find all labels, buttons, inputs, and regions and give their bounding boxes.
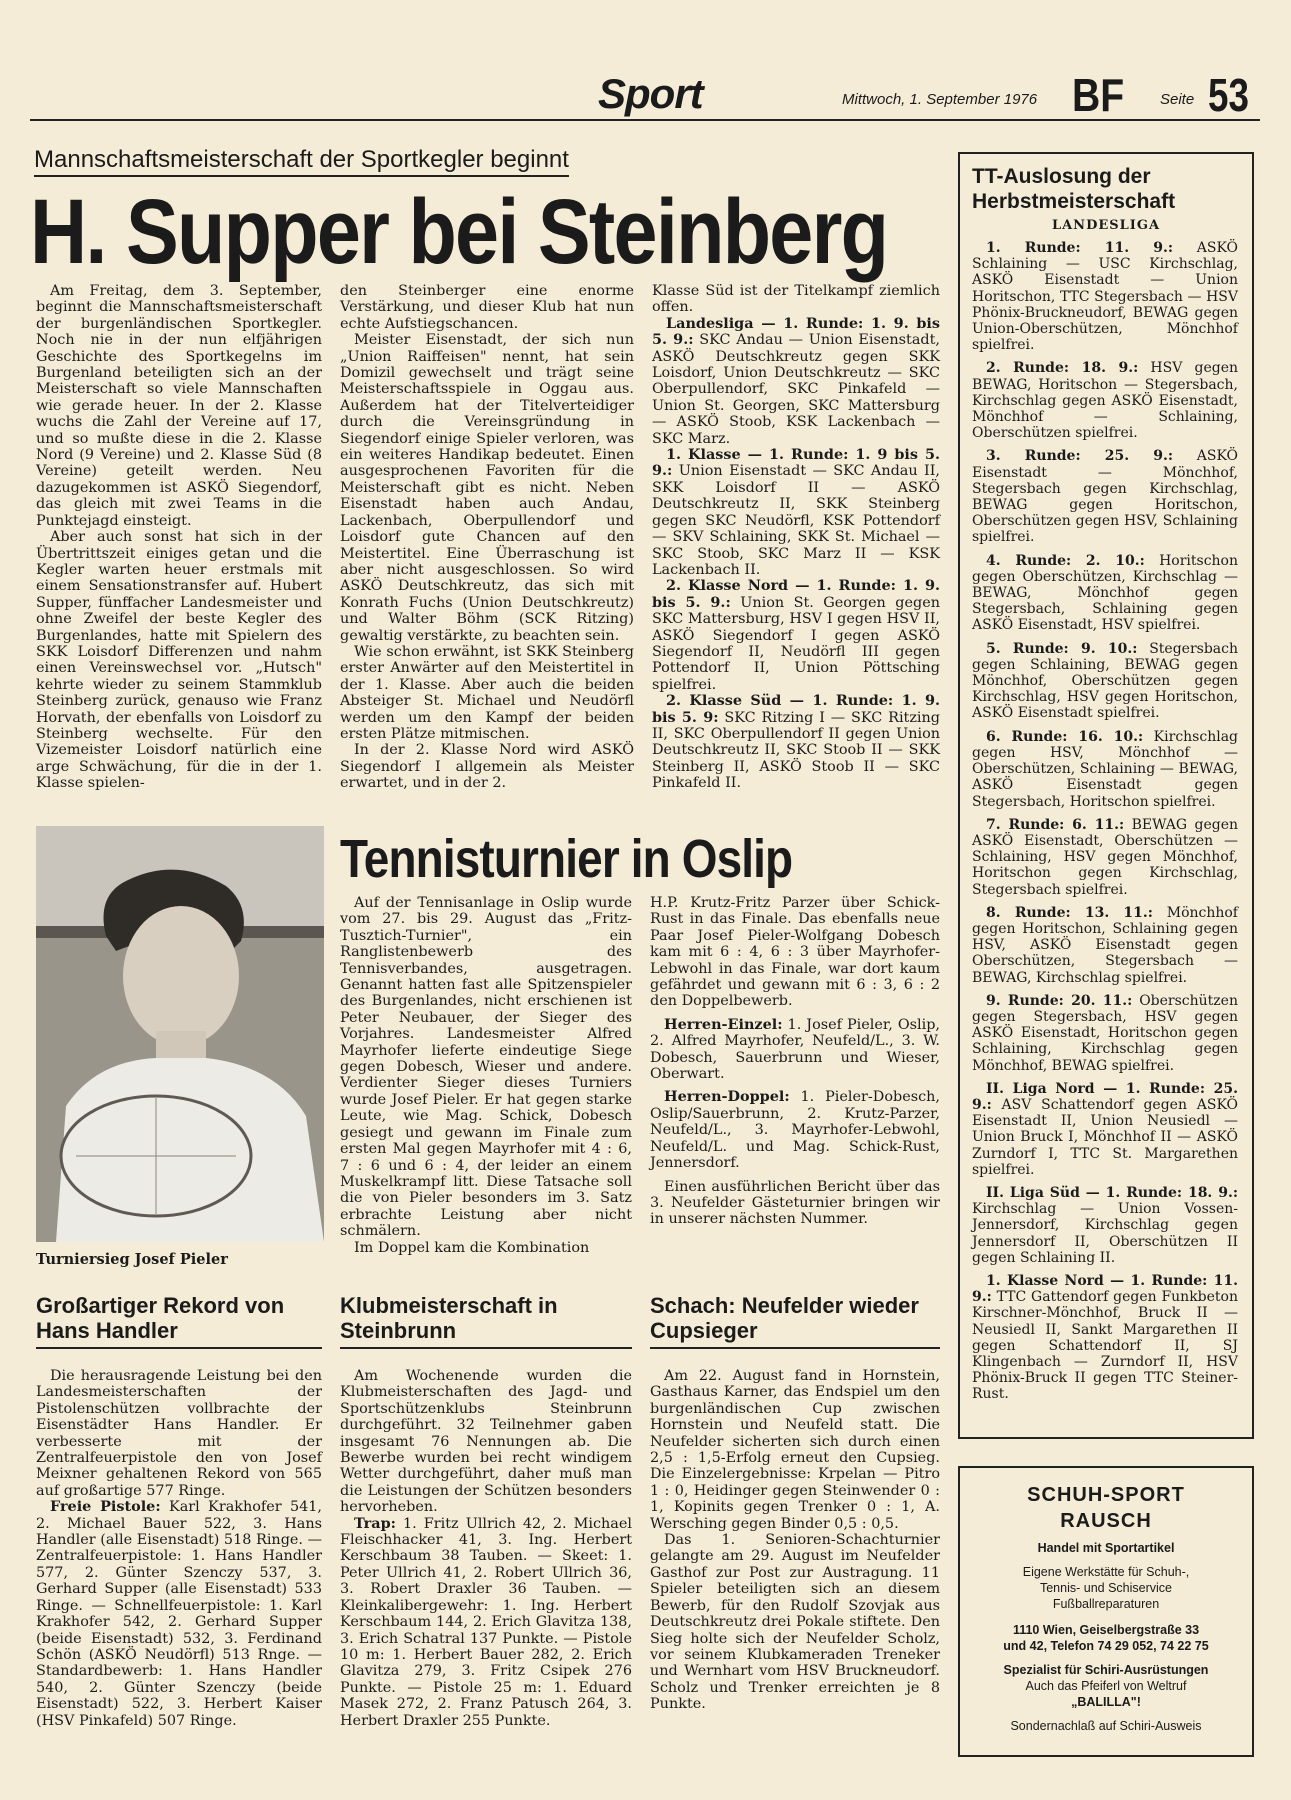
ad-line: 1110 Wien, Geiselbergstraße 33 [1012, 1623, 1200, 1637]
ad-line: Spezialist für Schiri-Ausrüstungen [1003, 1663, 1209, 1677]
handler-rule [36, 1347, 322, 1349]
page-label: Seite [1160, 91, 1195, 108]
main-kicker: Mannschaftsmeisterschaft der Sportkegler beginnt [34, 146, 569, 177]
paragraph: Herren-Einzel: 1. Josef Pieler, Oslip, 2. Alfred Mayrhofer, Neufeld/L., 3. W. Dobesch, Sauerbrunn und Wieser, Oberwart. [650, 1015, 940, 1083]
round-item: 5. Runde: 9. 10.: Stegersbach gegen Schlaining, BEWAG gegen Mönchhof, Oberschützen gegen Kirchschlag, HSV gegen Horitschon, ASKÖ Eisenstadt spielfrei. [972, 640, 1238, 722]
ad-title-1: SCHUH-SPORT [1027, 1484, 1185, 1506]
round-item: 4. Runde: 2. 10.: Horitschon gegen Oberschützen, Kirchschlag — BEWAG, Mönchhof gegen Stegersbach, Schlaining gegen ASKÖ Eisenstadt, HSV spielfrei. [972, 552, 1238, 634]
dateline: Mittwoch, 1. September 1976 [842, 91, 1038, 108]
advertisement-schuh-sport [958, 1466, 1254, 1757]
paragraph: Wie schon erwähnt, ist SKK Steinberg erster Anwärter auf den Meistertitel in der 1. Klasse. Aber auch die beiden Absteiger St. Michael und Neudörfl werden um den Kampf der beiden ersten Plätze mitmischen. [340, 643, 634, 742]
paragraph: Landesliga — 1. Runde: 1. 9. bis 5. 9.: SKC Andau — Union Eisenstadt, ASKÖ Deutschkreutz gegen SKK Loisdorf, Union Deutschkreutz — SKC Oberpullendorf, SKC Pinkafeld — Union St. Georgen, SKC Mattersburg — ASKÖ Stoob, KSK Lackenbach — SKC Marz. [652, 314, 940, 447]
player-photo-illustration [36, 826, 324, 1242]
paragraph: 2. Klasse Süd — 1. Runde: 1. 9. bis 5. 9: SKC Ritzing I — SKC Ritzing II, SKC Oberpullendorf II gegen Union Deutschkreutz II, SKC Stoob II — SKK Steinberg II, ASKÖ Stoob II — SKC Pinkafeld II. [652, 692, 940, 792]
sidebar-rounds [972, 240, 1238, 1403]
schach-rule [650, 1347, 940, 1349]
paragraph: Meister Eisenstadt, der sich nun „Union Raiffeisen" nennt, hat sein Domizil gewechselt und trägt seine Meisterschaftsspiele in Oggau aus. Außerdem hat der Titelverteidiger durch die Vereinsgründung in Siegendorf einige Spieler verloren, was ein weiteres Handikap bedeutet. Einen ausgesprochenen Favoriten für die Meisterschaft gibt es nicht. Neben Eisenstadt haben auch Andau, Lackenbach, Oberpullendorf und Loisdorf gute Chancen auf den Meistertitel. Eine Überraschung ist aber nicht ausgeschlossen. So wird ASKÖ Deutschkreutz, das sich mit Konrath Fuchs (Union Deutschkreutz) und Walter Böhm (SCK Ritzing) gewaltig verstärkte, zu beachten sein. [340, 332, 634, 644]
sidebar-title: TT-Auslosung der Herbstmeisterschaft [972, 165, 1176, 213]
section-label: Sport [598, 70, 703, 117]
paragraph: 1. Klasse — 1. Runde: 1. 9 bis 5. 9.: Union Eisenstadt — SKC Andau II, SKK Loisdorf II — ASKÖ Deutschkreutz II, SKK Steinberg gegen SKC Neudörfl, KSK Pottendorf — SKV Schlaining, SKK St. Michael — SKC Stoob, SKC Marz II — KSK Lackenbach II. [652, 446, 940, 578]
round-item: 7. Runde: 6. 11.: BEWAG gegen ASKÖ Eisenstadt, Oberschützen — Schlaining, HSV gegen Mönchhof, Horitschon gegen Kirchschlag, Stegersbach spielfrei. [972, 816, 1239, 898]
round-item: II. Liga Nord — 1. Runde: 25. 9.: ASV Schattendorf gegen ASKÖ Eisenstadt II, Union Neusiedl — Union Bruck I, Mönchhof II — ASKÖ Zurndorf I, TTC St. Margarethen spielfrei. [972, 1080, 1238, 1178]
paragraph: Die herausragende Leistung bei den Landesmeisterschaften der Pistolenschützen vollbrachte der Eisenstädter Hans Handler. Er verbesserte mit der Zentralfeuerpistole den von Josef Meixner gehaltenen Rekord von 565 auf großartige 577 Ringe. [36, 1368, 322, 1499]
paragraph: Auf der Tennisanlage in Oslip wurde vom 27. bis 29. August das „Fritz-Tusztich-Turnier", ein Ranglistenbewerb des Tennisverbandes, ausgetragen. Genannt hatten fast alle Spitzenspieler des Burgenlandes, nicht erschienen ist Peter Neubauer, der Sieger des Vorjahres. Landesmeister Alfred Mayrhofer lieferte eindeutige Siege gegen Dobesch, Wieser und andere. Verdienter Sieger dieses Turniers wurde Josef Pieler. Er hat gegen starke Leute, wie Mag. Schick, Dobesch gesiegt und gewann im Finale zum ersten Mal gegen Mayrhofer mit 4 : 6, 7 : 6 und 6 : 4, der leider an einem Muskelkrampf litt. Diese Tatsache soll die von Pieler besonders im 3. Satz erbrachte Leistung aber nicht schmälern. [340, 895, 632, 1240]
ad-line: Auch das Pfeiferl von Weltruf [1025, 1679, 1187, 1693]
main-column-3 [652, 283, 940, 792]
ad-line: Sondernachlaß auf Schiri-Ausweis [1010, 1719, 1202, 1733]
ad-line: Handel mit Sportartikel [1037, 1541, 1175, 1555]
round-item: 1. Klasse Nord — 1. Runde: 11. 9.: TTC Gattendorf gegen Funkbeton Kirschner-Mönchhof, Bruck II — Neusiedl II, Sankt Margarethen II gegen Schattendorf II, SJ Klingenbach — Zurndorf II, HSV Phönix-Bruck II gegen TTC Steiner-Rust. [972, 1272, 1238, 1403]
page-number: 53 [1208, 69, 1249, 121]
klub-rule [340, 1347, 632, 1349]
paragraph: den Steinberger eine enorme Verstärkung, und dieser Klub hat nun echte Aufstiegschancen. [340, 283, 634, 332]
paragraph: Am Freitag, dem 3. September, beginnt die Mannschaftsmeisterschaft der burgenländischen Sportkegler. Noch nie in der nun elfjährigen Geschichte des Sportkegelns im Burgenland beteiligten sich an der Meisterschaft so viele Mannschaften wie gerade heuer. In der 2. Klasse wuchs die Zahl der Vereine auf 17, und so mußte diese in die 2. Klasse Nord (9 Vereine) und 2. Klasse Süd (8 Vereine) geteilt werden. Neu dazugekommen ist ASKÖ Siegendorf, das gleich mit zwei Teams in die Punktejagd einsteigt. [36, 283, 322, 529]
ad-line: und 42, Telefon 74 29 052, 74 22 75 [1003, 1639, 1209, 1653]
ad-line: „BALILLA"! [1071, 1695, 1141, 1709]
round-item: 8. Runde: 13. 11.: Mönchhof gegen Horitschon, Schlaining gegen HSV, ASKÖ Eisenstadt gegen Oberschützen, Stegersbach — BEWAG, Kirchschlag spielfrei. [972, 904, 1238, 986]
header-rule [30, 119, 1260, 121]
tennis-column-1 [340, 895, 632, 1256]
round-item: 6. Runde: 16. 10.: Kirchschlag gegen HSV, Mönchhof — Oberschützen, Schlaining — BEWAG, ASKÖ Eisenstadt gegen Stegersbach, Horitschon spielfrei. [972, 728, 1238, 810]
ad-line: Tennis- und Schiservice [1039, 1581, 1172, 1595]
paragraph: Im Doppel kam die Kombination [354, 1239, 590, 1256]
schach-headline: Schach: Neufelder wieder Cupsieger [650, 1293, 919, 1343]
handler-column [36, 1368, 322, 1729]
main-column-2 [340, 283, 634, 792]
paragraph: Am 22. August fand in Hornstein, Gasthaus Karner, das Endspiel um den burgenländischen Cup zwischen Hornstein und Neufeld statt. Die Neufelder sicherten sich durch einen 2,5 : 1,5-Erfolg erneut den Cupsieg. Die Einzelergebnisse: Krpelan — Pitro 1 : 0, Heidinger gegen Steinwender 0 : 1, Kopinits gegen Trenker 0 : 1, A. Wersching gegen Binder 0,5 : 0,5. [650, 1368, 940, 1532]
tennis-column-2 [650, 895, 940, 1228]
ad-title-2: RAUSCH [1060, 1510, 1152, 1532]
paragraph: Herren-Doppel: 1. Pieler-Dobesch, Oslip/Sauerbrunn, 2. Krutz-Parzer, Neufeld/L., 3. Mayrhofer-Lebwohl, Neufeld/L. und Mag. Schick-Rust, Jennersdorf. [650, 1088, 940, 1172]
paragraph: In der 2. Klasse Nord wird ASKÖ Siegendorf I allgemein als Meister erwartet, und in der 2. [340, 742, 634, 792]
round-item: 3. Runde: 25. 9.: ASKÖ Eisenstadt — Mönchhof, Stegersbach gegen Kirchschlag, BEWAG gegen Horitschon, Oberschützen gegen HSV, Schlaining spielfrei. [972, 448, 1239, 546]
paragraph: Einen ausführlichen Bericht über das 3. Neufelder Gästeturnier bringen wir in unserer nächsten Nummer. [650, 1178, 940, 1228]
paragraph: Trap: 1. Fritz Ullrich 42, 2. Michael Fleischhacker 41, 3. Ing. Herbert Kerschbaum 38 Tauben. — Skeet: 1. Peter Ullrich 41, 2. Robert Ullrich 36, 3. Robert Draxler 36 Tauben. — Kleinkalibergewehr: 1. Ing. Herbert Kerschbaum 144, 2. Erich Glavitza 138, 3. Erich Schatral 137 Punkte. — Pistole 10 m: 1. Herbert Bauer 282, 2. Erich Glavitza 279, 3. Fritz Csipek 276 Punkte. — Pistole 25 m: 1. Eduard Masek 272, 2. Franz Patusch 264, 3. Herbert Draxler 255 Punkte. [340, 1514, 632, 1729]
tt-sidebar [958, 152, 1254, 1439]
paragraph: Aber auch sonst hat sich in der Übertrittszeit einiges getan und die Kegler warten heuer erstmals mit einem Sensationstransfer auf. Hubert Supper, fünffacher Landesmeister und ohne Zweifel der beste Kegler des Burgenlandes, hatte mit Spielern des SKK Loisdorf Differenzen und nahm einen Vereinswechsel vor. „Hutsch" kehrte wieder zu seinem Stammklub Steinberg zurück, genauso wie Franz Horvath, der ebenfalls von Loisdorf zu Steinberg wechselte. Für den Vizemeister Loisdorf natürlich eine arge Schwächung, für die in der 1. Klasse spielen- [36, 529, 322, 792]
ad-line: Fußballreparaturen [1052, 1597, 1160, 1611]
paragraph: H.P. Krutz-Fritz Parzer über Schick-Rust in das Finale. Das ebenfalls neue Paar Josef Pieler-Wolfgang Dobesch kam mit 6 : 4, 6 : 3 über Mayrhofer-Lebwohl in das Finale, war dort kaum gefährdet und gewann mit 6 : 3, 6 : 2 den Doppelbewerb. [650, 895, 940, 1010]
photo-caption: Turniersieg Josef Pieler [36, 1251, 228, 1268]
photo-josef-pieler [36, 826, 324, 1242]
paragraph: Das 1. Senioren-Schachturnier gelangte am 29. August im Neufelder Gasthof zur Post zur Austragung. 11 Spieler beteiligten sich an diesem Bewerb, für den Rudolf Szovjak aus Deutschkreutz drei Pokale stiftete. Den Sieg holte sich der Neufelder Scholz, vor seinem Klubkameraden Treneker und Wernhart vom HSV Bruckneudorf. Scholz und Trenker erreichten je 8 Punkte. [650, 1532, 940, 1713]
schach-column [650, 1368, 940, 1713]
newspaper-logo: BF [1072, 69, 1125, 121]
round-item: 1. Runde: 11. 9.: ASKÖ Schlaining — USC Kirchschlag, ASKÖ Eisenstadt — Union Horitschon, TTC Stegersbach — HSV Phönix-Bruckneudorf, BEWAG gegen Union-Oberschützen, Mönchhof spielfrei. [972, 240, 1239, 354]
round-item: 2. Runde: 18. 9.: HSV gegen BEWAG, Horitschon — Stegersbach, Kirchschlag gegen ASKÖ Eisenstadt, Mönchhof — Schlaining, Oberschützen spielfrei. [972, 360, 1238, 442]
paragraph: 2. Klasse Nord — 1. Runde: 1. 9. bis 5. 9.: Union St. Georgen gegen SKC Mattersburg, HSV I gegen HSV II, ASKÖ Siegendorf I gegen ASKÖ Siegendorf II, Neudörfl III gegen Pottendorf II, Union Pöttsching spielfrei. [652, 577, 940, 693]
ad-line: Eigene Werkstätte für Schuh-, [1022, 1565, 1190, 1579]
sidebar-subtitle: LANDESLIGA [1051, 218, 1161, 233]
round-item: 9. Runde: 20. 11.: Oberschützen gegen Stegersbach, HSV gegen ASKÖ Eisenstadt, Horitschon gegen Schlaining, Kirchschlag gegen Mönchhof, BEWAG spielfrei. [972, 992, 1238, 1074]
main-headline: H. Supper bei Steinberg [30, 181, 888, 283]
klub-headline: Klubmeisterschaft in Steinbrunn [340, 1293, 558, 1343]
klub-column [340, 1368, 632, 1729]
round-item: II. Liga Süd — 1. Runde: 18. 9.: Kirchschlag — Union Vossen-Jennersdorf, Kirchschlag gegen Jennersdorf II, Oberschützen II gegen Schlaining II. [972, 1184, 1238, 1266]
paragraph: Freie Pistole: Karl Krakhofer 541, 2. Michael Bauer 522, 3. Hans Handler (alle Eisenstadt) 518 Ringe. — Zentralfeuerpistole: 1. Hans Handler 577, 2. Günter Szenczy 537, 3. Gerhard Supper (alle Eisenstadt) 533 Ringe. — Schnellfeuerpistole: 1. Karl Krakhofer 542, 2. Gerhard Supper (beide Eisenstadt) 532, 3. Ferdinand Schön (ASKÖ Neudörfl) 513 Rnge. — Standardbewerb: 1. Hans Handler 540, 2. Günter Szenczy (beide Eisenstadt) 522, 3. Herbert Kaiser (HSV Pinkafeld) 507 Ringe. [36, 1498, 322, 1729]
paragraph: Klasse Süd ist der Titelkampf ziemlich offen. [652, 283, 940, 316]
main-column-1 [36, 283, 322, 792]
paragraph: Am Wochenende wurden die Klubmeisterschaften des Jagd- und Sportschützenklubs Steinbrunn durchgeführt. 32 Teilnehmer gaben insgesamt 76 Nennungen ab. Die Bewerbe wurden bei recht windigem Wetter durchgeführt, daher muß man die Leistungen der Schützen besonders hervorheben. [340, 1368, 632, 1516]
tennis-headline: Tennisturnier in Oslip [340, 829, 793, 889]
handler-headline: Großartiger Rekord von Hans Handler [36, 1293, 285, 1343]
